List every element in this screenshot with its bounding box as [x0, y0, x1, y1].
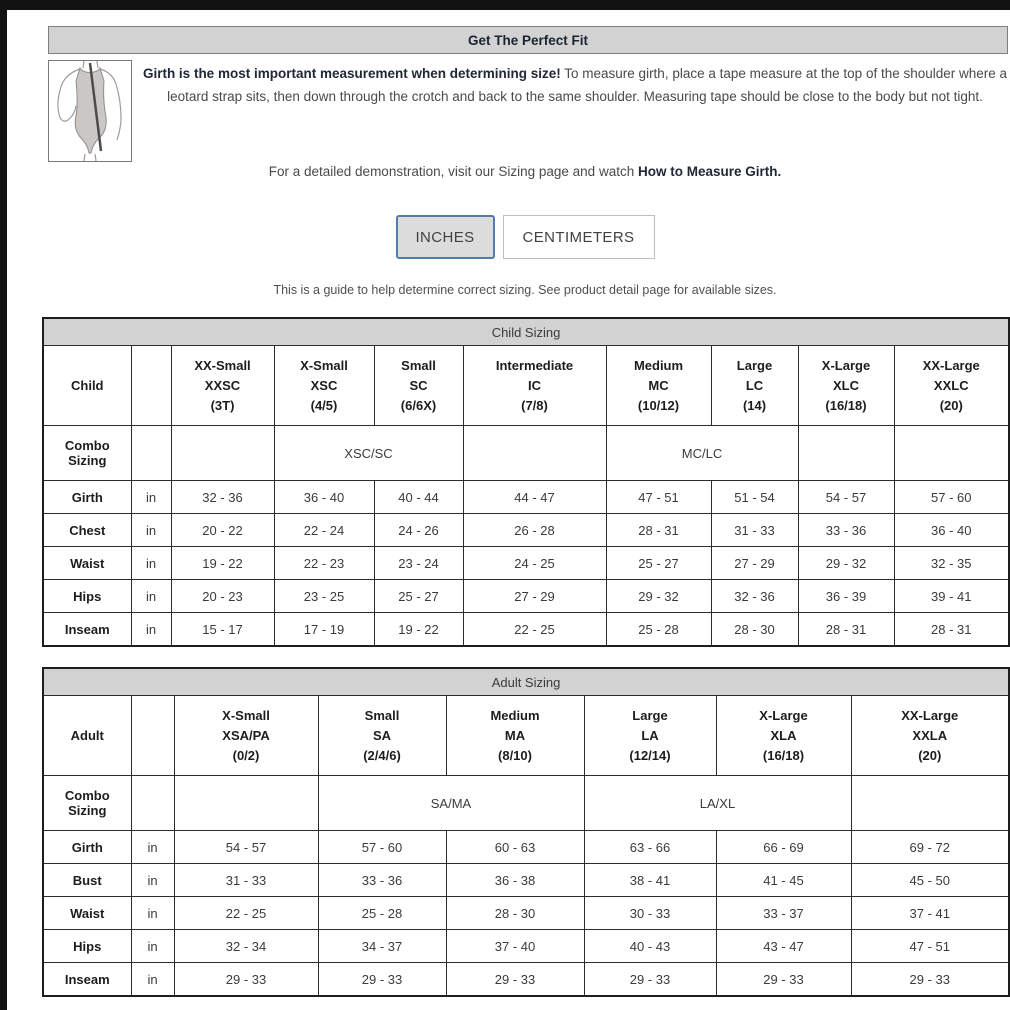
size-value-cell: 54 - 57	[798, 481, 894, 514]
size-column-header	[446, 696, 584, 776]
combo-size-cell: MC/LC	[606, 426, 798, 481]
size-range: (16/18)	[825, 397, 867, 413]
size-name: Small	[364, 707, 400, 723]
combo-size-cell: SA/MA	[318, 776, 584, 831]
size-column-header	[716, 696, 851, 776]
size-column-header	[584, 696, 716, 776]
size-value-cell: 29 - 33	[174, 963, 318, 997]
size-value-cell: 23 - 24	[374, 547, 463, 580]
unit-cell: in	[131, 864, 174, 897]
size-value-cell: 36 - 39	[798, 580, 894, 613]
size-column-header	[171, 346, 274, 426]
size-value-cell: 45 - 50	[851, 864, 1009, 897]
size-value-cell: 47 - 51	[606, 481, 711, 514]
size-value-cell: 32 - 35	[894, 547, 1009, 580]
size-column-header	[374, 346, 463, 426]
size-value-cell: 43 - 47	[716, 930, 851, 963]
size-name: Medium	[633, 357, 684, 373]
size-range: (16/18)	[762, 747, 805, 763]
size-value-cell: 17 - 19	[274, 613, 374, 647]
size-value-cell: 24 - 26	[374, 514, 463, 547]
size-value-cell: 25 - 28	[606, 613, 711, 647]
leotard-diagram-icon	[49, 61, 131, 161]
size-value-cell: 32 - 34	[174, 930, 318, 963]
demo-note-bold: How to Measure Girth.	[637, 164, 782, 179]
size-value-cell: 38 - 41	[584, 864, 716, 897]
size-value-cell: 36 - 38	[446, 864, 584, 897]
size-name: Intermediate	[495, 357, 574, 373]
size-value-cell: 57 - 60	[894, 481, 1009, 514]
size-value-cell: 22 - 23	[274, 547, 374, 580]
demo-note	[42, 164, 1008, 179]
size-value-cell: 54 - 57	[174, 831, 318, 864]
size-value-cell: 44 - 47	[463, 481, 606, 514]
measurement-label: Inseam	[43, 613, 131, 647]
size-value-cell: 19 - 22	[171, 547, 274, 580]
size-value-cell: 33 - 36	[798, 514, 894, 547]
size-value-cell: 57 - 60	[318, 831, 446, 864]
size-value-cell: 26 - 28	[463, 514, 606, 547]
size-name: X-Small	[222, 707, 270, 723]
size-value-cell: 30 - 33	[584, 897, 716, 930]
size-code: XXSC	[204, 377, 241, 393]
size-value-cell: 29 - 32	[606, 580, 711, 613]
size-range: (6/6X)	[400, 397, 437, 413]
size-value-cell: 31 - 33	[174, 864, 318, 897]
size-value-cell: 60 - 63	[446, 831, 584, 864]
centimeters-button[interactable]: CENTIMETERS	[503, 215, 655, 259]
size-value-cell: 31 - 33	[711, 514, 798, 547]
size-value-cell: 24 - 25	[463, 547, 606, 580]
size-value-cell: 28 - 30	[711, 613, 798, 647]
size-value-cell: 28 - 31	[606, 514, 711, 547]
measurement-label: Girth	[43, 481, 131, 514]
size-column-header	[711, 346, 798, 426]
size-value-cell: 69 - 72	[851, 831, 1009, 864]
combo-sizing-label: Combo Sizing	[43, 776, 131, 831]
size-column-header	[463, 346, 606, 426]
unit-column-header	[131, 346, 171, 426]
size-value-cell: 22 - 25	[174, 897, 318, 930]
size-code: XLC	[833, 377, 859, 393]
size-code: MC	[648, 377, 669, 393]
adult_table-row-header: Adult	[43, 696, 131, 776]
unit-cell: in	[131, 547, 171, 580]
measurement-label: Waist	[43, 547, 131, 580]
demo-note-text: For a detailed demonstration, visit our Sizing page and watch	[268, 164, 638, 179]
combo-size-cell	[174, 776, 318, 831]
size-name: XX-Large	[922, 357, 980, 373]
size-value-cell: 25 - 27	[374, 580, 463, 613]
size-value-cell: 40 - 43	[584, 930, 716, 963]
size-range: (8/10)	[498, 747, 532, 763]
size-column-header	[274, 346, 374, 426]
measurement-label: Inseam	[43, 963, 131, 997]
size-range: (20)	[918, 747, 942, 763]
size-code: XSA/PA	[222, 727, 270, 743]
child-sizing-table	[42, 317, 1010, 647]
size-value-cell: 20 - 22	[171, 514, 274, 547]
combo-size-cell	[851, 776, 1009, 831]
girth-instructions-lead: Girth is the most important measurement when determining size!	[142, 66, 561, 81]
unit-toggle	[42, 215, 1008, 259]
inches-button[interactable]: INCHES	[396, 215, 495, 259]
sizing-guide-note: This is a guide to help determine correct sizing. See product detail page for available sizes.	[273, 283, 777, 297]
size-value-cell: 29 - 33	[851, 963, 1009, 997]
size-name: Medium	[490, 707, 540, 723]
unit-column-header	[131, 696, 174, 776]
size-value-cell: 29 - 33	[716, 963, 851, 997]
size-value-cell: 47 - 51	[851, 930, 1009, 963]
unit-cell-empty	[131, 776, 174, 831]
size-value-cell: 29 - 33	[446, 963, 584, 997]
size-value-cell: 20 - 23	[171, 580, 274, 613]
size-range: (20)	[939, 397, 963, 413]
size-column-header	[894, 346, 1009, 426]
size-range: (2/4/6)	[363, 747, 401, 763]
size-value-cell: 25 - 27	[606, 547, 711, 580]
size-name: Small	[401, 357, 436, 373]
size-column-header	[798, 346, 894, 426]
size-value-cell: 32 - 36	[711, 580, 798, 613]
size-code: XSC	[310, 377, 338, 393]
size-range: (7/8)	[521, 397, 548, 413]
size-range: (14)	[742, 397, 767, 413]
measurement-label: Hips	[43, 930, 131, 963]
unit-cell: in	[131, 514, 171, 547]
measurement-label: Bust	[43, 864, 131, 897]
unit-cell: in	[131, 580, 171, 613]
measurement-label: Girth	[43, 831, 131, 864]
measurement-label: Chest	[43, 514, 131, 547]
size-value-cell: 25 - 28	[318, 897, 446, 930]
size-range: (12/14)	[629, 747, 671, 763]
combo-size-cell	[894, 426, 1009, 481]
girth-instructions	[132, 62, 1008, 162]
size-value-cell: 37 - 41	[851, 897, 1009, 930]
combo-size-cell	[798, 426, 894, 481]
measurement-label: Waist	[43, 897, 131, 930]
size-value-cell: 28 - 31	[894, 613, 1009, 647]
size-value-cell: 29 - 33	[318, 963, 446, 997]
size-value-cell: 22 - 24	[274, 514, 374, 547]
size-range: (4/5)	[310, 397, 338, 413]
size-value-cell: 32 - 36	[171, 481, 274, 514]
size-range: (3T)	[210, 397, 235, 413]
size-code: XLA	[770, 727, 797, 743]
adult_table-caption: Adult Sizing	[43, 668, 1009, 696]
unit-cell: in	[131, 613, 171, 647]
size-column-header	[606, 346, 711, 426]
size-name: Large	[632, 707, 668, 723]
size-name: X-Large	[821, 357, 871, 373]
size-range: (10/12)	[637, 397, 680, 413]
size-value-cell: 28 - 30	[446, 897, 584, 930]
size-value-cell: 51 - 54	[711, 481, 798, 514]
size-value-cell: 28 - 31	[798, 613, 894, 647]
measurement-label: Hips	[43, 580, 131, 613]
combo-size-cell: XSC/SC	[274, 426, 463, 481]
size-column-header	[174, 696, 318, 776]
unit-cell: in	[131, 930, 174, 963]
unit-cell: in	[131, 481, 171, 514]
size-value-cell: 33 - 36	[318, 864, 446, 897]
size-value-cell: 22 - 25	[463, 613, 606, 647]
size-column-header	[318, 696, 446, 776]
screen-border-top	[0, 0, 1010, 10]
size-value-cell: 15 - 17	[171, 613, 274, 647]
size-value-cell: 19 - 22	[374, 613, 463, 647]
size-value-cell: 41 - 45	[716, 864, 851, 897]
size-guide-page	[42, 10, 1008, 997]
size-name: XX-Large	[901, 707, 959, 723]
girth-instructions-body: To measure girth, place a tape measure at the top of the shoulder where a leotard strap sits, then down through the crotch and back to the same shoulder. Measuring tape should be close to the body but not tight.	[167, 66, 1008, 104]
size-range: (0/2)	[232, 747, 260, 763]
combo-sizing-label: Combo Sizing	[43, 426, 131, 481]
combo-size-cell	[463, 426, 606, 481]
size-name: XX-Small	[194, 357, 251, 373]
size-value-cell: 66 - 69	[716, 831, 851, 864]
size-name: X-Large	[759, 707, 808, 723]
size-value-cell: 23 - 25	[274, 580, 374, 613]
size-value-cell: 36 - 40	[274, 481, 374, 514]
size-column-header	[851, 696, 1009, 776]
child_table-caption: Child Sizing	[43, 318, 1009, 346]
child_table-row-header: Child	[43, 346, 131, 426]
unit-cell: in	[131, 897, 174, 930]
size-value-cell: 40 - 44	[374, 481, 463, 514]
combo-size-cell	[171, 426, 274, 481]
size-value-cell: 27 - 29	[711, 547, 798, 580]
size-code: IC	[528, 377, 541, 393]
size-value-cell: 39 - 41	[894, 580, 1009, 613]
size-code: SA	[372, 727, 392, 743]
adult-sizing-table	[42, 667, 1010, 997]
girth-measurement-figure	[48, 60, 132, 162]
unit-cell-empty	[131, 426, 171, 481]
combo-size-cell: LA/XL	[584, 776, 851, 831]
size-value-cell: 63 - 66	[584, 831, 716, 864]
girth-intro-section	[42, 60, 1008, 162]
size-value-cell: 34 - 37	[318, 930, 446, 963]
size-value-cell: 27 - 29	[463, 580, 606, 613]
size-value-cell: 33 - 37	[716, 897, 851, 930]
page-title: Get The Perfect Fit	[48, 26, 1008, 54]
unit-cell: in	[131, 831, 174, 864]
size-code: LA	[641, 727, 659, 743]
size-value-cell: 37 - 40	[446, 930, 584, 963]
size-name: X-Small	[300, 357, 348, 373]
size-code: XXLA	[912, 727, 948, 743]
size-name: Large	[736, 357, 773, 373]
size-value-cell: 29 - 32	[798, 547, 894, 580]
unit-cell: in	[131, 963, 174, 997]
size-value-cell: 36 - 40	[894, 514, 1009, 547]
size-code: LC	[745, 377, 764, 393]
size-code: SC	[409, 377, 428, 393]
screen-border-left	[0, 0, 7, 1010]
size-value-cell: 29 - 33	[584, 963, 716, 997]
size-code: XXLC	[933, 377, 969, 393]
size-code: MA	[504, 727, 526, 743]
